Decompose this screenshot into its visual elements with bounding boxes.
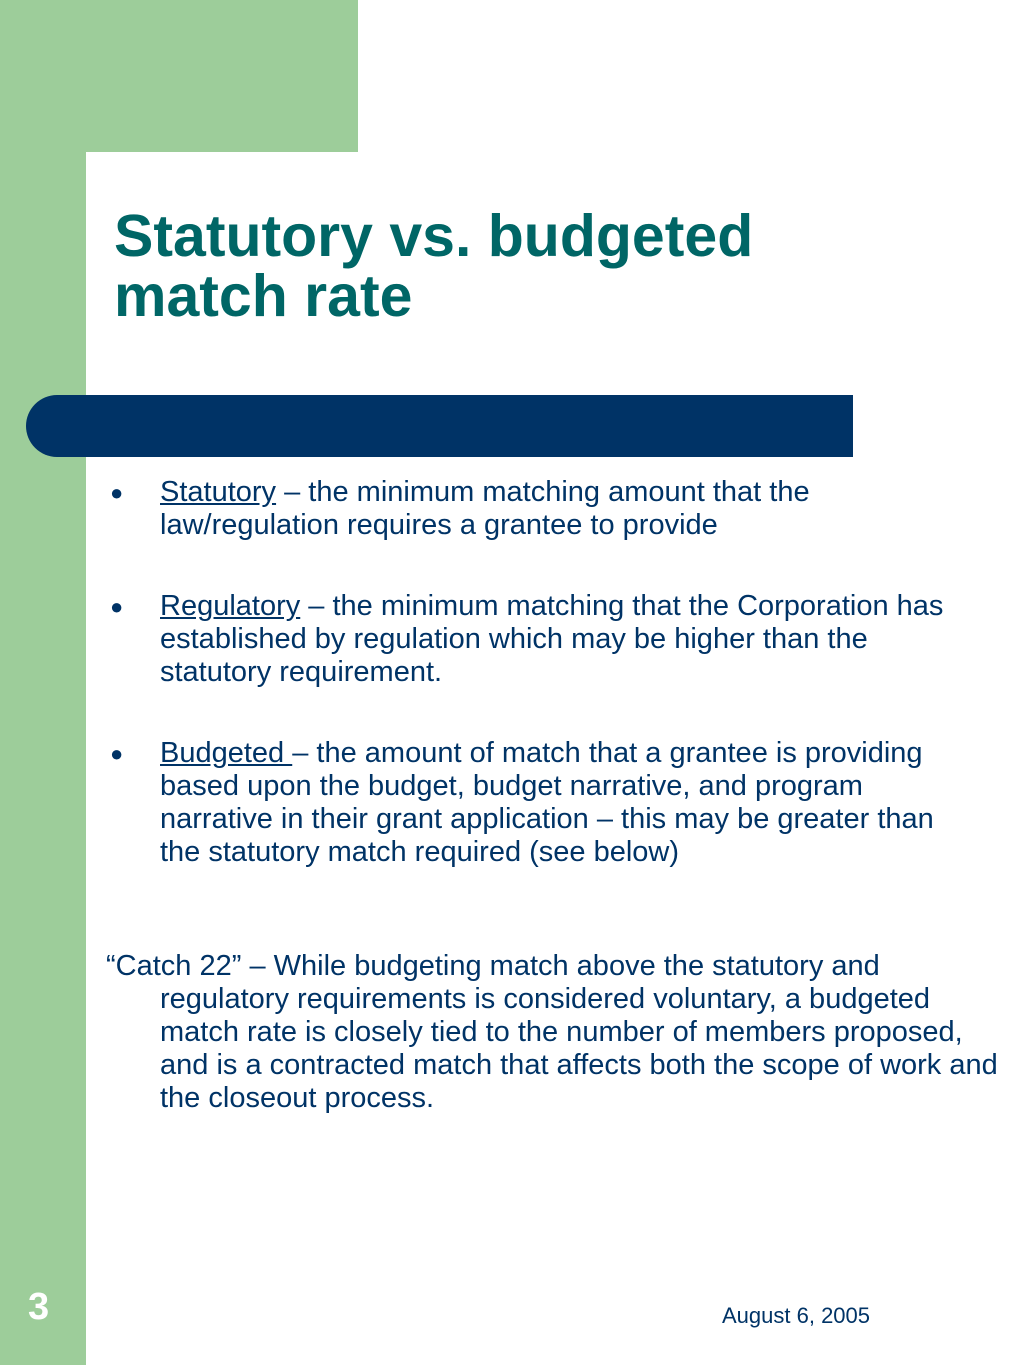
slide-number: 3: [28, 1286, 50, 1328]
title-line-2: match rate: [114, 263, 413, 329]
bullet-dot-icon: ●: [110, 594, 124, 619]
definition-statutory: – the minimum matching amount that the law/regulation requires a grantee to provide: [160, 476, 810, 541]
term-statutory: Statutory: [160, 476, 277, 508]
bullet-statutory: [110, 476, 950, 542]
left-green-band: [0, 0, 86, 1365]
bullet-budgeted: [110, 737, 950, 869]
bullet-dot-icon: ●: [110, 480, 124, 505]
definition-budgeted: – the amount of match that a grantee is providing based upon the budget, budget narrative, and program narrative in their grant application – this may be greater than the statutory match required (see below): [160, 737, 934, 868]
bullet-regulatory: [110, 590, 950, 689]
title-line-1: Statutory vs. budgeted: [114, 203, 754, 269]
bullet-dot-icon: ●: [110, 741, 124, 766]
title-divider-bar: [26, 395, 853, 457]
term-regulatory: Regulatory: [160, 590, 301, 622]
top-green-block: [0, 0, 358, 152]
definition-regulatory: – the minimum matching that the Corporation has established by regulation which may be higher than the statutory requirement.: [160, 590, 944, 688]
catch-22-paragraph: “Catch 22” – While budgeting match above the statutory and regulatory requirements is considered voluntary, a budgeted match rate is closely tied to the number of members proposed, and is a contracted match that affects both the scope of work and the closeout process.: [106, 950, 998, 1114]
slide-date: August 6, 2005: [722, 1303, 871, 1328]
slide-title: [114, 203, 974, 329]
term-budgeted: Budgeted: [160, 737, 293, 769]
